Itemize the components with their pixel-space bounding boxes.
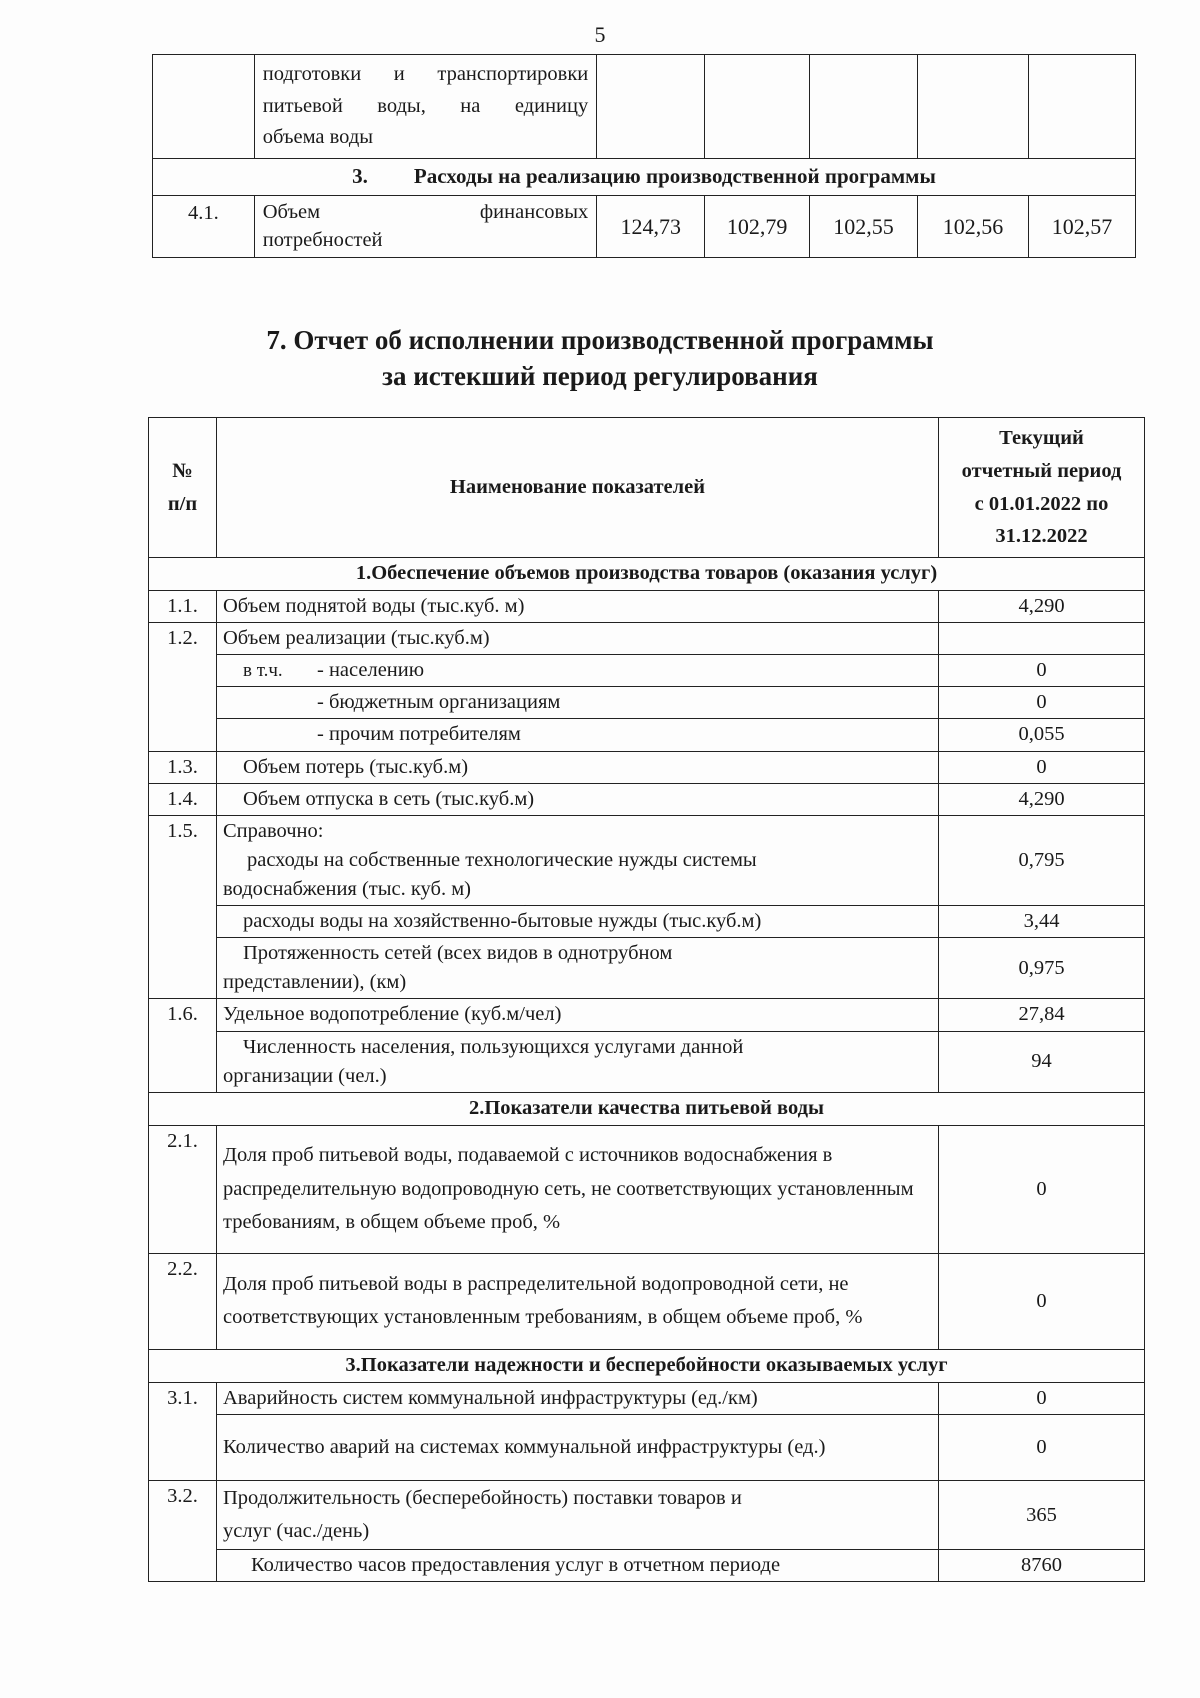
section-row bbox=[149, 1092, 1145, 1125]
row-number: 4.1. bbox=[153, 195, 255, 257]
table-row bbox=[149, 815, 1145, 905]
value-cell bbox=[917, 55, 1028, 159]
row-name: Аварийность систем коммунальной инфраструктуры (ед./км) bbox=[217, 1382, 939, 1414]
report-table bbox=[148, 417, 1145, 1582]
row-name: Количество аварий на системах коммунальной инфраструктуры (ед.) bbox=[217, 1414, 939, 1480]
row-value: 0,795 bbox=[939, 815, 1145, 905]
table-row bbox=[153, 55, 1136, 159]
value-cell: 102,55 bbox=[810, 195, 918, 257]
row-value: 3,44 bbox=[939, 906, 1145, 938]
table-row bbox=[149, 783, 1145, 815]
value-cell: 102,79 bbox=[705, 195, 810, 257]
table-row bbox=[149, 655, 1145, 687]
value-cell: 102,56 bbox=[917, 195, 1028, 257]
row-value bbox=[939, 623, 1145, 655]
section-number: 3. bbox=[352, 164, 368, 188]
row-value: 0 bbox=[939, 687, 1145, 719]
row-name: Объем финансовых потребностей bbox=[254, 195, 597, 257]
row-name: - прочим потребителям bbox=[217, 719, 939, 751]
header-number: № п/п bbox=[149, 418, 217, 558]
row-number: 1.6. bbox=[149, 999, 217, 1092]
table-row bbox=[149, 719, 1145, 751]
table-row bbox=[149, 999, 1145, 1031]
row-name: Продолжительность (бесперебойность) поставки товаров и услуг (час./день) bbox=[217, 1480, 939, 1549]
row-value: 0,055 bbox=[939, 719, 1145, 751]
row-name: Объем поднятой воды (тыс.куб. м) bbox=[217, 591, 939, 623]
section-row bbox=[149, 1349, 1145, 1382]
row-name: подготовки и транспортировки питьевой воды, на единицу объема воды bbox=[254, 55, 597, 159]
header-name: Наименование показателей bbox=[217, 418, 939, 558]
section-heading bbox=[153, 159, 1136, 196]
row-value: 0 bbox=[939, 1253, 1145, 1349]
row-number: 1.3. bbox=[149, 751, 217, 783]
row-name: Справочно: расходы на собственные технологические нужды системы водоснабжения (тыс. куб. м) bbox=[217, 815, 939, 905]
row-name: Протяженность сетей (всех видов в однотрубном представлении), (км) bbox=[217, 938, 939, 999]
row-value: 94 bbox=[939, 1031, 1145, 1092]
row-value: 4,290 bbox=[939, 591, 1145, 623]
table-row bbox=[149, 591, 1145, 623]
value-cell: 124,73 bbox=[597, 195, 705, 257]
row-name: Доля проб питьевой воды, подаваемой с источников водоснабжения в распределительную водопроводную сеть, не соответствующих установленным требованиям, в общем объеме проб, % bbox=[217, 1125, 939, 1253]
section-title: Расходы на реализацию производственной программы bbox=[413, 164, 936, 188]
row-value: 27,84 bbox=[939, 999, 1145, 1031]
row-number: 2.2. bbox=[149, 1253, 217, 1349]
section-row bbox=[149, 558, 1145, 591]
row-value: 0 bbox=[939, 751, 1145, 783]
value-cell bbox=[810, 55, 918, 159]
row-value: 0 bbox=[939, 1382, 1145, 1414]
row-number: 1.2. bbox=[149, 623, 217, 751]
table-row bbox=[149, 1550, 1145, 1582]
value-cell: 102,57 bbox=[1029, 195, 1136, 257]
value-cell bbox=[1029, 55, 1136, 159]
section-heading: 1.Обеспечение объемов производства товаров (оказания услуг) bbox=[149, 558, 1145, 591]
section-heading: 3.Показатели надежности и бесперебойности оказываемых услуг bbox=[149, 1349, 1145, 1382]
table-row bbox=[149, 687, 1145, 719]
row-value: 0 bbox=[939, 655, 1145, 687]
table-row bbox=[149, 1031, 1145, 1092]
table-row bbox=[149, 1414, 1145, 1480]
page-number: 5 bbox=[594, 22, 606, 47]
row-name: Объем отпуска в сеть (тыс.куб.м) bbox=[217, 783, 939, 815]
row-name: Численность населения, пользующихся услугами данной организации (чел.) bbox=[217, 1031, 939, 1092]
section-heading: 2.Показатели качества питьевой воды bbox=[149, 1092, 1145, 1125]
value-cell bbox=[705, 55, 810, 159]
row-name: Объем реализации (тыс.куб.м) bbox=[217, 623, 939, 655]
section-row bbox=[153, 159, 1136, 196]
continued-table bbox=[152, 54, 1136, 258]
row-number bbox=[153, 55, 255, 159]
table-row bbox=[149, 1125, 1145, 1253]
value-cell bbox=[597, 55, 705, 159]
row-number: 1.4. bbox=[149, 783, 217, 815]
table-row bbox=[149, 1382, 1145, 1414]
row-number: 1.5. bbox=[149, 815, 217, 999]
row-number: 3.1. bbox=[149, 1382, 217, 1480]
table-row bbox=[149, 1253, 1145, 1349]
header-row bbox=[149, 418, 1145, 558]
table-row bbox=[149, 938, 1145, 999]
row-name: Количество часов предоставления услуг в отчетном периоде bbox=[217, 1550, 939, 1582]
row-name: расходы воды на хозяйственно-бытовые нужды (тыс.куб.м) bbox=[217, 906, 939, 938]
table-row bbox=[149, 751, 1145, 783]
row-name: - бюджетным организациям bbox=[217, 687, 939, 719]
row-value: 0,975 bbox=[939, 938, 1145, 999]
row-value: 0 bbox=[939, 1414, 1145, 1480]
table-row bbox=[149, 623, 1145, 655]
table-row bbox=[149, 1480, 1145, 1549]
row-value: 365 bbox=[939, 1480, 1145, 1549]
header-period: Текущий отчетный период с 01.01.2022 по 31.12.2022 bbox=[939, 418, 1145, 558]
row-name: в т.ч. - населению bbox=[217, 655, 939, 687]
row-number: 3.2. bbox=[149, 1480, 217, 1582]
row-name: Объем потерь (тыс.куб.м) bbox=[217, 751, 939, 783]
row-name: Удельное водопотребление (куб.м/чел) bbox=[217, 999, 939, 1031]
row-number: 2.1. bbox=[149, 1125, 217, 1253]
row-value: 0 bbox=[939, 1125, 1145, 1253]
row-name: Доля проб питьевой воды в распределительной водопроводной сети, не соответствующих установленным требованиям, в общем объеме проб, % bbox=[217, 1253, 939, 1349]
table-row bbox=[153, 195, 1136, 257]
table-row bbox=[149, 906, 1145, 938]
report-title: 7. Отчет об исполнении производственной программы за истекший период регулирования bbox=[266, 325, 934, 392]
row-value: 4,290 bbox=[939, 783, 1145, 815]
row-value: 8760 bbox=[939, 1550, 1145, 1582]
row-number: 1.1. bbox=[149, 591, 217, 623]
